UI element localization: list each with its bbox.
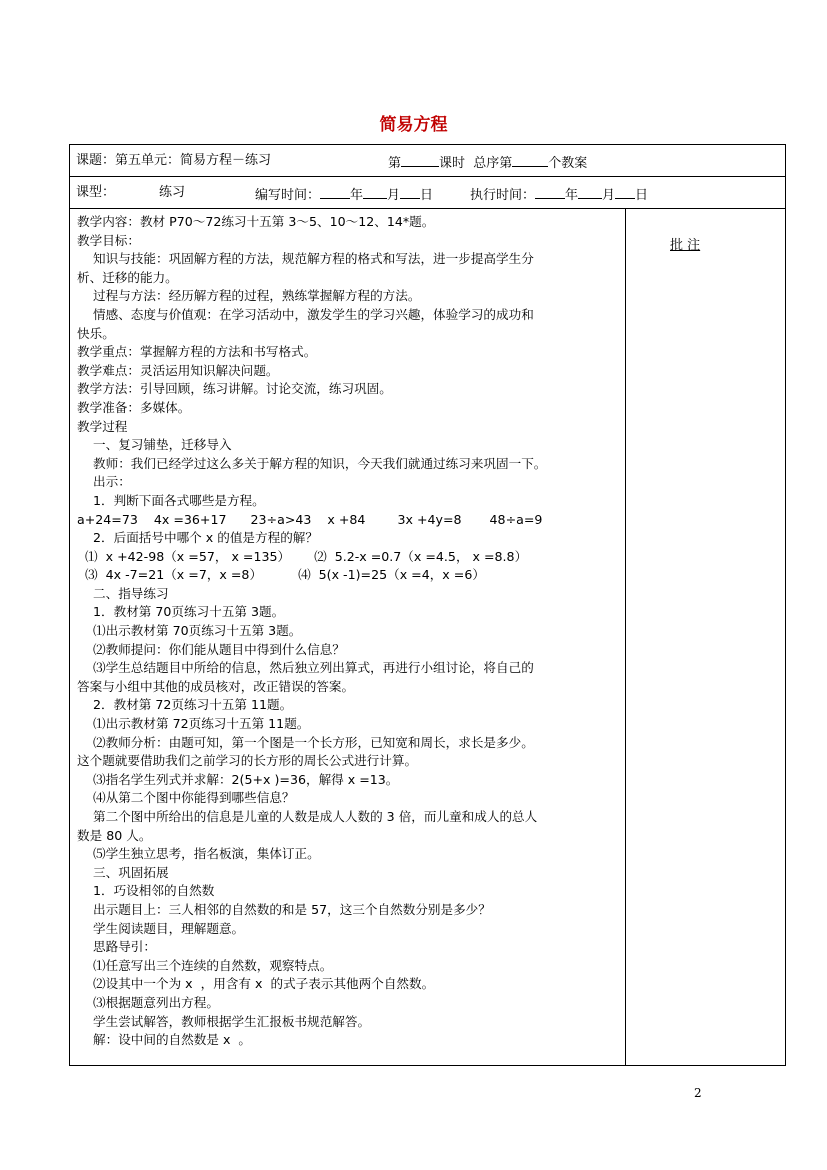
content-line: 出示：	[77, 474, 131, 490]
content-line: 出示题目上：三人相邻的自然数的和是 57，这三个自然数分别是多少？	[77, 901, 491, 917]
content-line: ⑵教师提问：你们能从题目中得到什么信息？	[77, 641, 345, 657]
lesson-content	[77, 213, 625, 1050]
content-line: ⑶指名学生列式并求解：2(5+x )=36，解得 x =13。	[77, 771, 399, 787]
document-title: 简易方程	[379, 115, 448, 135]
content-line: 第二个图中所给出的信息是儿童的人数是成人人数的 3 倍，而儿童和成人的总人	[77, 809, 538, 824]
annotation-header: 批 注	[670, 238, 701, 253]
lesson-table	[69, 144, 786, 1066]
content-line: 1．巧设相邻的自然数	[77, 883, 215, 899]
content-line: 析、迁移的能力。	[77, 269, 178, 285]
type-label: 课型：	[76, 185, 116, 200]
content-line: 过程与方法：经历解方程的过程，熟练掌握解方程的方法。	[77, 288, 421, 304]
content-line: ⑶学生总结题目中所给的信息，然后独立列出算式，再进行小组讨论，将自己的	[77, 660, 534, 676]
lesson-count: 第 课时 总序第 个教案	[388, 153, 587, 172]
content-line: 2．后面括号中哪个 x 的值是方程的解？	[77, 530, 318, 546]
content-line: ⑴ x +42-98（x =57， x =135） ⑵ 5.2-x =0.7（x =4.5， x =8.8）	[77, 548, 528, 564]
content-line: ⑶ 4x -7=21（x =7，x =8） ⑷ 5(x -1)=25（x =4，x =6）	[77, 567, 485, 583]
content-line: 学生阅读题目，理解题意。	[77, 920, 245, 936]
content-line: 教学准备：多媒体。	[77, 399, 191, 415]
content-line: 教学难点：灵活运用知识解决问题。	[77, 362, 279, 378]
content-line: 1．判断下面各式哪些是方程。	[77, 492, 265, 508]
content-line: ⑶根据题意列出方程。	[77, 994, 219, 1010]
content-line: 情感、态度与价值观：在学习活动中，激发学生的学习兴趣，体验学习的成功和	[77, 306, 534, 322]
content-line: 一、复习铺垫，迁移导入	[77, 437, 232, 453]
content-line: 数是 80 人。	[77, 827, 152, 843]
content-line: 知识与技能：巩固解方程的方法，规范解方程的格式和写法，进一步提高学生分	[77, 251, 534, 267]
content-line: 教学目标：	[77, 232, 140, 248]
content-line: 教学方法：引导回顾，练习讲解。讨论交流，练习巩固。	[77, 381, 392, 397]
content-line: 教学过程	[77, 418, 128, 434]
content-line: 答案与小组中其他的成员核对，改正错误的答案。	[77, 678, 355, 694]
write-time: 编写时间： 年 月 日	[255, 185, 433, 204]
content-line: 教师：我们已经学过这么多关于解方程的知识，今天我们就通过练习来巩固一下。	[77, 455, 547, 471]
content-line: 2．教材第 72页练习十五第 11题。	[77, 697, 293, 713]
content-line: 解：设中间的自然数是 x 。	[77, 1032, 252, 1048]
header-row-type	[70, 176, 785, 209]
type-value: 练习	[159, 185, 186, 200]
content-line: 教学重点：掌握解方程的方法和书写格式。	[77, 344, 317, 360]
content-line: 学生尝试解答，教师根据学生汇报板书规范解答。	[77, 1013, 371, 1029]
content-line: 快乐。	[77, 325, 115, 341]
content-line: 教学内容：教材 P70～72练习十五第 3～5、10～12、14*题。	[77, 214, 435, 229]
content-line: ⑵教师分析：由题可知，第一个图是一个长方形，已知宽和周长，求长是多少。	[77, 734, 534, 750]
column-divider	[625, 208, 626, 1066]
content-line: ⑴出示教材第 70页练习十五第 3题。	[77, 623, 302, 639]
exec-time: 执行时间： 年 月 日	[470, 185, 648, 204]
content-line: ⑷从第二个图中你能得到哪些信息？	[77, 790, 295, 806]
content-line: ⑵设其中一个为 x ，用含有 x 的式子表示其他两个自然数。	[77, 976, 435, 992]
content-line: 这个题就要借助我们之前学习的长方形的周长公式进行计算。	[77, 753, 418, 769]
content-line: 二、指导练习	[77, 585, 169, 601]
content-line: ⑴出示教材第 72页练习十五第 11题。	[77, 716, 310, 732]
topic-label: 课题：第五单元：简易方程－练习	[76, 153, 272, 168]
header-row-topic	[70, 145, 785, 177]
content-line: 三、巩固拓展	[77, 864, 169, 880]
content-line: 思路导引：	[77, 939, 156, 955]
content-line: 1．教材第 70页练习十五第 3题。	[77, 604, 285, 620]
content-line: ⑴任意写出三个连续的自然数，观察特点。	[77, 957, 333, 973]
content-line: ⑸学生独立思考，指名板演，集体订正。	[77, 846, 320, 862]
page-number: 2	[694, 1086, 702, 1100]
content-line: a+24=73 4x =36+17 23÷a>43 x +84 3x +4y=8 48÷a=9	[77, 511, 543, 527]
